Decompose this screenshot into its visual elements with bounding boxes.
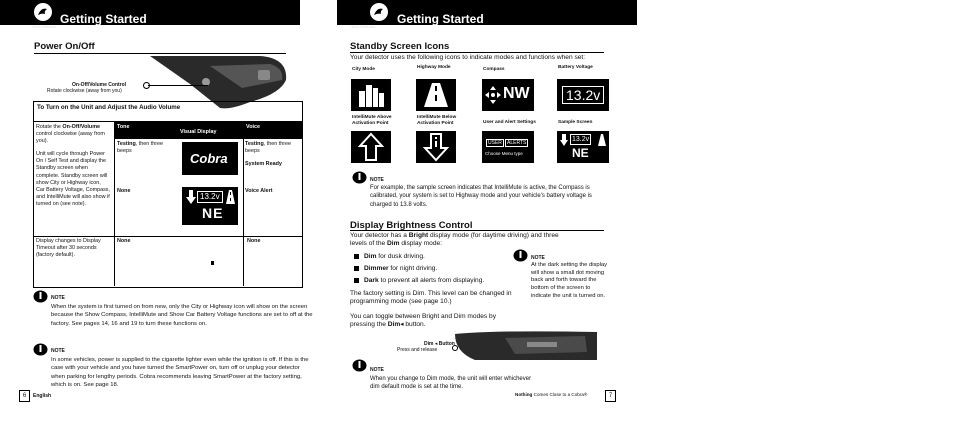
dim-note-icon <box>352 359 367 372</box>
dim-callout-desc: Press and release <box>397 347 438 353</box>
row3-voice: None <box>247 238 261 244</box>
arrow-down-icon <box>416 131 456 163</box>
factory-setting-text: The factory setting is Dim. This level can be changed in programming mode (see page 10.) <box>350 290 512 306</box>
brightness-intro <box>350 232 565 249</box>
left-header-title: Getting Started <box>60 12 147 26</box>
brightness-section-rule <box>350 230 604 231</box>
brightness-intro-mid: display mode (for daytime driving) and three levels of the <box>350 232 559 248</box>
sample-highway-icon <box>598 134 606 146</box>
toggle-text-pre: You can toggle between Bright and Dim modes by pressing the <box>350 313 497 329</box>
dim-button-photo <box>455 330 597 360</box>
icon-label-intellimute-above: IntelliMute Above Activation Point <box>352 115 392 126</box>
cobra-logo-text: Cobra <box>190 151 228 166</box>
row2-voice: Voice Alert <box>245 188 273 194</box>
user-option-text: USER <box>488 140 502 146</box>
row1-voice <box>245 141 297 155</box>
toggle-text-post: button. <box>403 321 426 329</box>
on-off-callout-desc: Rotate clockwise (away from you) <box>47 88 122 94</box>
standby-screen-display <box>182 187 238 225</box>
dim-note-label: NOTE <box>370 367 384 373</box>
row3-step: Display changes to Display Timeout after 30 seconds (factory default). <box>36 238 101 259</box>
right-page <box>337 0 637 424</box>
side-note-icon <box>513 249 528 262</box>
cobra-logo-screen <box>182 142 238 175</box>
brightness-intro-bright: Bright <box>408 232 429 239</box>
highway-mode-screen <box>416 79 456 111</box>
standby-section-rule <box>350 52 604 53</box>
standby-note-label: NOTE <box>370 177 384 183</box>
standby-note-text: For example, the sample screen indicates that IntelliMute is active, the Compass is calibrated, your system is set to Highway mode and your vehicle's battery voltage is charged to 13.8 volts. <box>370 185 592 208</box>
standby-section-title: Standby Screen Icons <box>350 41 450 52</box>
battery-screen <box>557 79 609 111</box>
row3-tone: None <box>117 238 131 244</box>
row1-tone <box>117 141 167 155</box>
right-footer-tagline <box>515 392 587 398</box>
cobra-snake-logo-icon <box>33 2 53 22</box>
power-section-title: Power On/Off <box>34 41 95 52</box>
highway-icon <box>226 190 235 204</box>
icon-label-compass: Compass <box>483 67 505 72</box>
row1-voice2: System Ready <box>245 161 282 167</box>
brightness-intro-dim: Dim <box>387 240 400 248</box>
bullet-dim-rest: for dusk driving. <box>376 253 425 260</box>
bullet-dimmer-bold: Dimmer <box>364 265 389 272</box>
row1-step-bold: On-Off/Volume <box>62 124 101 130</box>
brightness-intro-post: display mode: <box>399 240 443 248</box>
city-mode-screen <box>351 79 391 111</box>
right-header-bar <box>337 0 637 29</box>
icon-label-highway: Highway Mode <box>417 65 451 70</box>
row1-step-pre: Rotate the <box>36 124 63 130</box>
bullet-dim <box>354 253 425 261</box>
right-header-subtitle: Your Detector <box>351 24 376 29</box>
intellimute-arrow-icon <box>186 190 196 204</box>
sample-compass-text: NE <box>572 146 589 160</box>
arrow-up-icon <box>351 131 391 163</box>
row2-tone: None <box>117 188 131 194</box>
row1-tone-bold: Testing <box>117 141 136 147</box>
sample-voltage-text: 13.2v <box>572 136 590 143</box>
toggle-text-bold: Dim <box>387 321 401 329</box>
dim-callout-marker-icon <box>452 345 458 351</box>
row1-step <box>36 124 110 146</box>
right-header-title: Getting Started <box>397 12 484 26</box>
note2-info-icon <box>33 343 48 356</box>
dark-mode-dot <box>211 261 214 265</box>
sample-screen <box>557 131 609 163</box>
row1-step2: Unit will cycle through Power On / Self Test and display the Standby screen when complete. Standby screen will show City or Highway icon, Car Battery Voltage, Compass, and IntelliMute will also show if turned on (see note). <box>36 151 111 208</box>
left-header-subtitle: Your Detector <box>32 24 57 29</box>
icon-label-battery: Battery Voltage <box>558 65 593 70</box>
left-header-bar <box>0 0 300 29</box>
brightness-section-title: Display Brightness Control <box>350 220 473 231</box>
bullet-dimmer-rest: for night driving. <box>388 265 438 272</box>
bullet-dark-bold: Dark <box>364 277 379 284</box>
brightness-intro-pre: Your detector has a <box>350 232 409 239</box>
col-divider-3 <box>243 122 244 286</box>
standby-note-icon <box>352 171 367 184</box>
standby-intro: Your detector uses the following icons to indicate modes and functions when set: <box>350 54 586 61</box>
compass-arrows-icon <box>485 86 501 104</box>
bullet-icon <box>354 254 359 259</box>
bullet-dark <box>354 277 484 285</box>
row1-voice-post: , then three beeps <box>245 141 292 155</box>
right-page-number: 7 <box>605 390 616 402</box>
power-table-title: To Turn on the Unit and Adjust the Audio Volume <box>37 104 181 111</box>
row1-step-post: control clockwise (away from you). <box>36 131 105 145</box>
col-voice-header: Voice <box>246 124 260 130</box>
dim-note-text: When you change to Dim mode, the unit will enter whichever dim default mode is set at the time. <box>370 376 532 391</box>
intellimute-above-screen <box>351 131 391 163</box>
note1-text: When the system is first turned on from new, only the City or Highway icon will show on the screen because the Show Compass, IntelliMute and Show Car Battery Voltage functions are set to off at the factory. See pages 14, 16 and 19 to turn these functions on. <box>51 304 313 327</box>
power-table <box>33 101 303 288</box>
highway-mode-icon <box>416 79 456 111</box>
side-note-label: NOTE <box>531 255 545 261</box>
on-off-callout-label: On-Off/Volume Control <box>72 82 127 88</box>
col-tone-header: Tone <box>117 124 130 130</box>
user-alert-screen <box>482 131 534 163</box>
icon-label-city: City Mode <box>352 67 375 72</box>
cobra-snake-logo-icon <box>369 2 389 22</box>
icon-label-intellimute-below: IntelliMute Below Activation Point <box>417 115 457 126</box>
choose-menu-text: Choose Menu type <box>485 151 523 156</box>
dim-arrow-icon: ◂ <box>400 321 404 329</box>
voltage-readout: 13.2v <box>197 191 223 203</box>
compass-readout: NE <box>202 205 224 221</box>
bullet-dark-rest: to prevent all alerts from displaying. <box>378 277 485 284</box>
battery-voltage-text: 13.2v <box>562 86 604 104</box>
row1-tone-post: , then three beeps <box>117 141 164 155</box>
bullet-icon <box>354 266 359 271</box>
left-page-number: 6 <box>19 390 30 402</box>
side-note-text: At the dark setting the display will show a small dot moving back and forth toward the bottom of the screen to indicate the unit is turned on. <box>531 262 608 299</box>
compass-nw-text: NW <box>503 85 530 102</box>
alerts-option-text: ALERTS <box>507 140 527 146</box>
row-divider <box>34 236 302 237</box>
intellimute-below-screen <box>416 131 456 163</box>
icon-label-user-alert: User and Alert Settings <box>483 120 536 125</box>
note1-label: NOTE <box>51 295 65 301</box>
note1-info-icon <box>33 290 48 303</box>
bullet-dimmer <box>354 265 437 273</box>
tagline-bold: Nothing <box>515 392 533 397</box>
note2-text: In some vehicles, power is supplied to the cigarette lighter even while the ignition is off. If this is the case with your vehicle and you have turned the SmartPower on, turn off or unplug your detector when parking for lengthy periods. Cobra recommends leaving SmartPower at the factory setting, which is on. See page 18. <box>51 357 309 388</box>
city-mode-icon <box>351 79 391 111</box>
left-page <box>0 0 313 424</box>
toggle-text <box>350 313 510 330</box>
row1-voice-bold: Testing <box>245 141 264 147</box>
sample-arrow-icon <box>560 134 568 146</box>
left-footer-lang: English <box>33 393 52 399</box>
dim-callout-label: Dim ◂ Button <box>424 341 455 347</box>
callout-line <box>148 85 208 86</box>
col-divider-1 <box>114 122 115 286</box>
col-visual-header: Visual Display <box>180 129 217 135</box>
compass-screen <box>482 79 534 111</box>
bullet-icon <box>354 278 359 283</box>
tagline-rest: Comes Close to a Cobra® <box>532 392 588 397</box>
bullet-dim-bold: Dim <box>364 253 377 260</box>
note2-label: NOTE <box>51 348 65 354</box>
icon-label-sample: Sample Screen <box>558 120 593 125</box>
